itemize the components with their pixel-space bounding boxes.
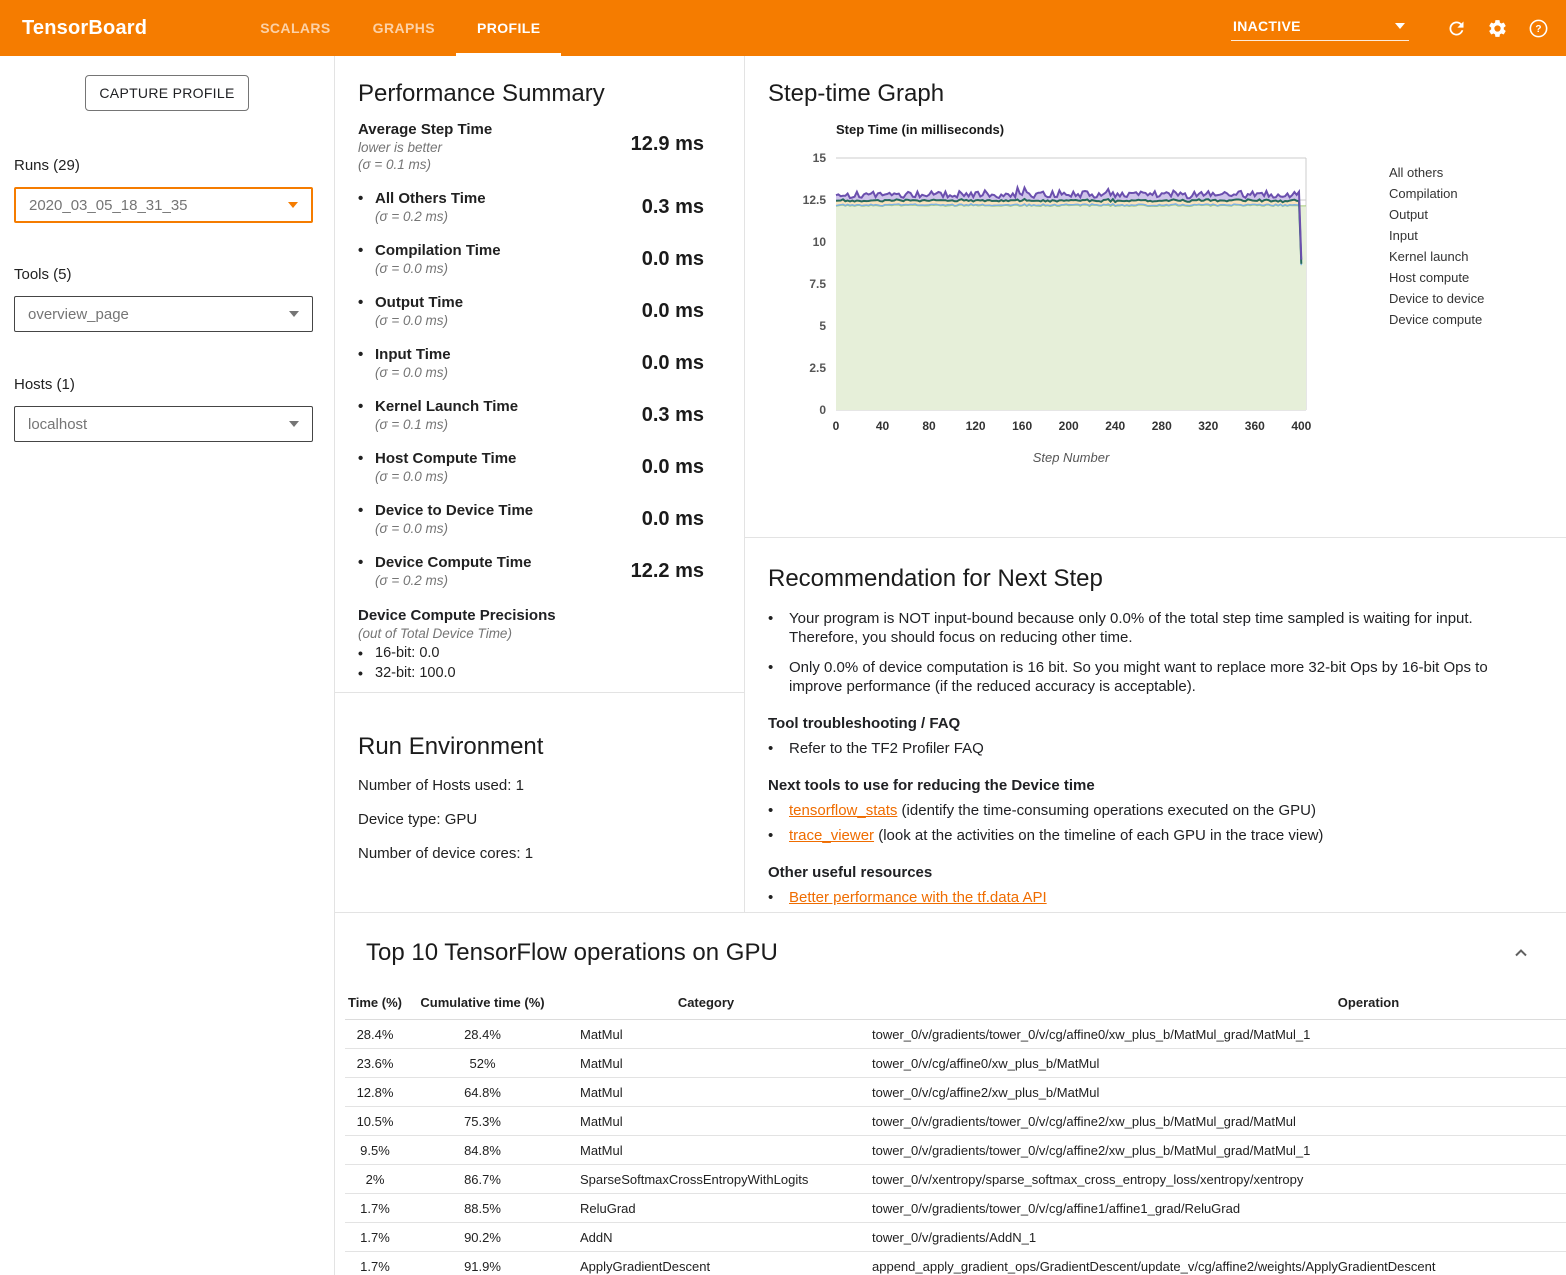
- metric-label: Device to Device Time: [375, 502, 534, 519]
- svg-text:400: 400: [1291, 419, 1312, 433]
- recommendation-bullets: [768, 609, 1536, 696]
- recommendation-item: [768, 801, 1536, 820]
- help-icon[interactable]: [1526, 16, 1550, 40]
- step-time-graph-title: Step-time Graph: [768, 80, 945, 107]
- legend-item: [1354, 162, 1484, 183]
- metric-label: Compilation Time: [375, 242, 501, 259]
- metric-row: [358, 190, 704, 225]
- precisions-subtext: (out of Total Device Time): [358, 626, 512, 641]
- column-header: Category: [560, 989, 852, 1020]
- category-cell: MatMul: [560, 1020, 852, 1049]
- runs-select-value: 2020_03_05_18_31_35: [29, 196, 188, 214]
- legend-item: [1354, 309, 1484, 330]
- legend-label: All others: [1389, 165, 1444, 180]
- item-suffix: (look at the activities on the timeline of each GPU in the trace view): [874, 827, 1324, 844]
- metric-row: [358, 398, 704, 433]
- metric-label: Input Time: [375, 346, 451, 363]
- item-suffix: (identify the time-consuming operations executed on the GPU): [897, 802, 1316, 819]
- precision-item: [358, 663, 704, 683]
- table-row: [345, 1020, 1566, 1049]
- top10-table: [345, 989, 1566, 1275]
- app-title: TensorBoard: [22, 16, 148, 39]
- svg-text:10: 10: [812, 235, 826, 249]
- precision-text: 16-bit: 0.0: [375, 645, 440, 661]
- bullet-text: Your program is NOT input-bound because only 0.0% of the total step time sampled is waiting for input. Therefore, you should focus on reducing other time.: [789, 610, 1473, 646]
- bullet-dot: •: [358, 502, 364, 519]
- svg-text:2.5: 2.5: [809, 361, 826, 375]
- legend-item: [1354, 288, 1484, 309]
- metric-value: 0.0 ms: [641, 300, 704, 322]
- category-cell: AddN: [560, 1223, 852, 1252]
- metric-value: 0.0 ms: [641, 248, 704, 270]
- table-row: [345, 1194, 1566, 1223]
- tools-select[interactable]: [14, 296, 313, 332]
- chevron-down-icon: [289, 311, 299, 317]
- bullet-dot: •: [358, 190, 364, 207]
- svg-text:12.5: 12.5: [802, 193, 826, 207]
- time-cell: 28.4%: [345, 1020, 405, 1049]
- legend-item: [1354, 267, 1484, 288]
- svg-text:240: 240: [1105, 419, 1126, 433]
- operation-cell: tower_0/v/gradients/tower_0/v/cg/affine0/xw_plus_b/MatMul_grad/MatMul_1: [852, 1020, 1566, 1049]
- precision-text: 32-bit: 100.0: [375, 665, 456, 681]
- operation-cell: tower_0/v/cg/affine2/xw_plus_b/MatMul: [852, 1078, 1566, 1107]
- metric-row: [358, 121, 704, 173]
- svg-text:120: 120: [965, 419, 986, 433]
- metric-row: [358, 554, 704, 589]
- chart-legend: [1354, 162, 1484, 478]
- svg-text:80: 80: [922, 419, 936, 433]
- status-select[interactable]: [1231, 16, 1409, 41]
- metric-value: 0.3 ms: [641, 404, 704, 426]
- top10-header-row: [345, 989, 1566, 1020]
- operation-cell: tower_0/v/gradients/tower_0/v/cg/affine2/xw_plus_b/MatMul_grad/MatMul_1: [852, 1136, 1566, 1165]
- tools-label: Tools (5): [14, 266, 72, 283]
- svg-text:15: 15: [812, 151, 826, 165]
- time-cell: 12.8%: [345, 1078, 405, 1107]
- recommendation-card: [745, 538, 1566, 912]
- bullet-dot: •: [768, 659, 774, 676]
- settings-gear-icon[interactable]: [1485, 16, 1509, 40]
- chevron-down-icon: [289, 421, 299, 427]
- run-environment-title: Run Environment: [358, 733, 544, 760]
- svg-text:Step Time (in milliseconds): Step Time (in milliseconds): [836, 122, 1005, 137]
- metric-label: Output Time: [375, 294, 464, 311]
- metric-label: All Others Time: [375, 190, 486, 207]
- chevron-down-icon: [288, 202, 298, 208]
- bullet-dot: •: [358, 398, 364, 415]
- cumulative-cell: 52%: [405, 1049, 560, 1078]
- column-header: Cumulative time (%): [405, 989, 560, 1020]
- operation-cell: tower_0/v/gradients/tower_0/v/cg/affine1/affine1_grad/ReluGrad: [852, 1194, 1566, 1223]
- runs-label: Runs (29): [14, 157, 80, 174]
- time-cell: 2%: [345, 1165, 405, 1194]
- table-row: [345, 1165, 1566, 1194]
- legend-label: Host compute: [1389, 270, 1470, 285]
- metrics-list: [358, 121, 704, 683]
- run-environment-line: Number of device cores: 1: [358, 845, 534, 862]
- legend-item: [1354, 225, 1484, 246]
- metric-label: Average Step Time: [358, 121, 493, 138]
- time-cell: 23.6%: [345, 1049, 405, 1078]
- svg-text:160: 160: [1012, 419, 1033, 433]
- column-header: Time (%): [345, 989, 405, 1020]
- metric-row: [358, 242, 704, 277]
- legend-label: Input: [1389, 228, 1418, 243]
- header-controls: [1231, 16, 1566, 41]
- recommendation-bullet: [768, 658, 1536, 696]
- bullet-dot: •: [358, 645, 363, 661]
- device-compute-precisions: [358, 606, 704, 683]
- recommendation-section: [768, 864, 1536, 907]
- legend-label: Compilation: [1389, 186, 1458, 201]
- tab-scalars[interactable]: SCALARS: [260, 20, 331, 36]
- svg-text:0: 0: [819, 403, 826, 417]
- hosts-select-value: localhost: [28, 415, 88, 433]
- cumulative-cell: 28.4%: [405, 1020, 560, 1049]
- metric-sigma: (σ = 0.2 ms): [375, 573, 449, 588]
- metric-sigma: (σ = 0.1 ms): [375, 417, 449, 432]
- table-row: [345, 1078, 1566, 1107]
- svg-text:?: ?: [1534, 23, 1542, 35]
- svg-text:Step Number: Step Number: [1032, 450, 1110, 465]
- app-header: [0, 0, 1566, 56]
- svg-text:7.5: 7.5: [809, 277, 826, 291]
- resource-link[interactable]: Better performance with the tf.data API: [789, 889, 1047, 906]
- recommendation-item: [768, 739, 1536, 758]
- metric-value: 0.3 ms: [641, 196, 704, 218]
- run-environment-line: Number of Hosts used: 1: [358, 777, 524, 794]
- step-time-chart: [780, 118, 1340, 478]
- category-cell: MatMul: [560, 1078, 852, 1107]
- time-cell: 1.7%: [345, 1194, 405, 1223]
- bullet-dot: •: [358, 554, 364, 571]
- legend-label: Device compute: [1389, 312, 1483, 327]
- time-cell: 1.7%: [345, 1223, 405, 1252]
- recommendation-subheading: Tool troubleshooting / FAQ: [768, 715, 961, 732]
- resource-link[interactable]: trace_viewer: [789, 827, 875, 844]
- legend-item: [1354, 204, 1484, 225]
- category-cell: MatMul: [560, 1136, 852, 1165]
- collapse-chevron-up-icon[interactable]: [1509, 941, 1533, 965]
- bullet-text: Only 0.0% of device computation is 16 bit. So you might want to replace more 32-bit Ops by 16-bit Ops to improve performance (if the reduced accuracy is acceptable).: [789, 659, 1488, 695]
- metric-row: [358, 294, 704, 329]
- bullet-dot: •: [768, 610, 774, 627]
- category-cell: MatMul: [560, 1107, 852, 1136]
- cumulative-cell: 64.8%: [405, 1078, 560, 1107]
- performance-summary-title: Performance Summary: [358, 80, 605, 107]
- metric-subtext: lower is better: [358, 140, 443, 155]
- bullet-dot: •: [358, 450, 364, 467]
- run-environment-lines: [358, 777, 721, 863]
- svg-text:40: 40: [875, 419, 890, 433]
- category-cell: ApplyGradientDescent: [560, 1252, 852, 1275]
- cumulative-cell: 84.8%: [405, 1136, 560, 1165]
- top10-body: [345, 1020, 1566, 1275]
- legend-label: Device to device: [1389, 291, 1485, 306]
- top10-title: Top 10 TensorFlow operations on GPU: [366, 939, 778, 966]
- hosts-label: Hosts (1): [14, 376, 75, 393]
- metric-value: 12.2 ms: [630, 560, 704, 582]
- step-time-graph-card: [745, 56, 1566, 538]
- chevron-down-icon: [1395, 23, 1405, 29]
- category-cell: ReluGrad: [560, 1194, 852, 1223]
- metric-sigma: (σ = 0.0 ms): [375, 469, 449, 484]
- time-cell: 9.5%: [345, 1136, 405, 1165]
- legend-label: Output: [1389, 207, 1429, 222]
- tools-select-value: overview_page: [28, 305, 129, 323]
- svg-text:360: 360: [1244, 419, 1265, 433]
- legend-item: [1354, 246, 1484, 267]
- operation-cell: tower_0/v/cg/affine0/xw_plus_b/MatMul: [852, 1049, 1566, 1078]
- bullet-dot: •: [358, 242, 364, 259]
- operation-cell: tower_0/v/xentropy/sparse_softmax_cross_entropy_loss/xentropy/xentropy: [852, 1165, 1566, 1194]
- metric-value: 0.0 ms: [641, 508, 704, 530]
- svg-text:0: 0: [832, 419, 840, 433]
- runs-select[interactable]: [14, 187, 313, 223]
- metric-label: Device Compute Time: [375, 554, 532, 571]
- category-cell: SparseSoftmaxCrossEntropyWithLogits: [560, 1165, 852, 1194]
- item-text: [789, 739, 984, 758]
- metric-label: Kernel Launch Time: [375, 398, 519, 415]
- recommendation-title: Recommendation for Next Step: [768, 565, 1103, 592]
- table-row: [345, 1223, 1566, 1252]
- cumulative-cell: 91.9%: [405, 1252, 560, 1275]
- main-content: [335, 56, 1566, 1275]
- resource-link[interactable]: tensorflow_stats: [789, 802, 898, 819]
- precisions-title: Device Compute Precisions: [358, 607, 556, 624]
- bullet-dot: •: [768, 889, 774, 906]
- cumulative-cell: 86.7%: [405, 1165, 560, 1194]
- legend-label: Kernel launch: [1389, 249, 1469, 264]
- metric-row: [358, 346, 704, 381]
- bullet-dot: •: [768, 740, 774, 757]
- bullet-dot: •: [768, 802, 774, 819]
- status-select-value: INACTIVE: [1233, 17, 1301, 34]
- operation-cell: tower_0/v/gradients/tower_0/v/cg/affine2/xw_plus_b/MatMul_grad/MatMul: [852, 1107, 1566, 1136]
- recommendation-section: [768, 777, 1536, 845]
- svg-text:5: 5: [819, 319, 826, 333]
- hosts-select[interactable]: [14, 406, 313, 442]
- cumulative-cell: 75.3%: [405, 1107, 560, 1136]
- column-header: Operation: [852, 989, 1566, 1020]
- recommendation-item: [768, 826, 1536, 845]
- top10-operations-section: [335, 912, 1566, 1275]
- metric-value: 0.0 ms: [641, 456, 704, 478]
- tab-graphs[interactable]: GRAPHS: [372, 20, 435, 36]
- metric-row: [358, 502, 704, 537]
- capture-profile-button[interactable]: CAPTURE PROFILE: [85, 75, 249, 111]
- metric-row: [358, 450, 704, 485]
- bullet-dot: •: [358, 294, 364, 311]
- recommendation-sections: [768, 715, 1536, 907]
- precision-item: [358, 643, 704, 663]
- nav-tabs: [239, 0, 561, 56]
- run-environment-line: Device type: GPU: [358, 811, 478, 828]
- bullet-dot: •: [358, 346, 364, 363]
- time-cell: 1.7%: [345, 1252, 405, 1275]
- recommendation-item: [768, 888, 1536, 907]
- svg-text:200: 200: [1058, 419, 1079, 433]
- svg-text:320: 320: [1198, 419, 1219, 433]
- table-row: [345, 1136, 1566, 1165]
- svg-text:280: 280: [1151, 419, 1172, 433]
- table-row: [345, 1252, 1566, 1275]
- performance-summary-card: [335, 56, 744, 693]
- table-row: [345, 1049, 1566, 1078]
- table-row: [345, 1107, 1566, 1136]
- metric-sigma: (σ = 0.2 ms): [375, 209, 449, 224]
- recommendation-subheading: Next tools to use for reducing the Device time: [768, 777, 1095, 794]
- cumulative-cell: 88.5%: [405, 1194, 560, 1223]
- refresh-icon[interactable]: [1444, 16, 1468, 40]
- category-cell: MatMul: [560, 1049, 852, 1078]
- cumulative-cell: 90.2%: [405, 1223, 560, 1252]
- metric-label: Host Compute Time: [375, 450, 517, 467]
- tab-profile[interactable]: PROFILE: [456, 0, 561, 56]
- recommendation-bullet: [768, 609, 1536, 647]
- metric-value: 0.0 ms: [641, 352, 704, 374]
- metric-value: 12.9 ms: [630, 133, 704, 155]
- metric-sigma: (σ = 0.0 ms): [375, 521, 449, 536]
- metric-sigma: (σ = 0.1 ms): [358, 157, 432, 172]
- metric-sigma: (σ = 0.0 ms): [375, 261, 449, 276]
- metric-sigma: (σ = 0.0 ms): [375, 313, 449, 328]
- bullet-dot: •: [768, 827, 774, 844]
- run-environment-card: [335, 693, 744, 912]
- metric-sigma: (σ = 0.0 ms): [375, 365, 449, 380]
- time-cell: 10.5%: [345, 1107, 405, 1136]
- item-suffix: Refer to the TF2 Profiler FAQ: [789, 740, 984, 757]
- item-text: [789, 826, 1323, 845]
- item-text: [789, 888, 1047, 907]
- bullet-dot: •: [358, 665, 363, 681]
- operation-cell: append_apply_gradient_ops/GradientDescent/update_v/cg/affine2/weights/ApplyGradientDescent: [852, 1252, 1566, 1275]
- legend-item: [1354, 183, 1484, 204]
- operation-cell: tower_0/v/gradients/AddN_1: [852, 1223, 1566, 1252]
- recommendation-section: [768, 715, 1536, 758]
- recommendation-subheading: Other useful resources: [768, 864, 933, 881]
- sidebar: [0, 56, 335, 1275]
- item-text: [789, 801, 1316, 820]
